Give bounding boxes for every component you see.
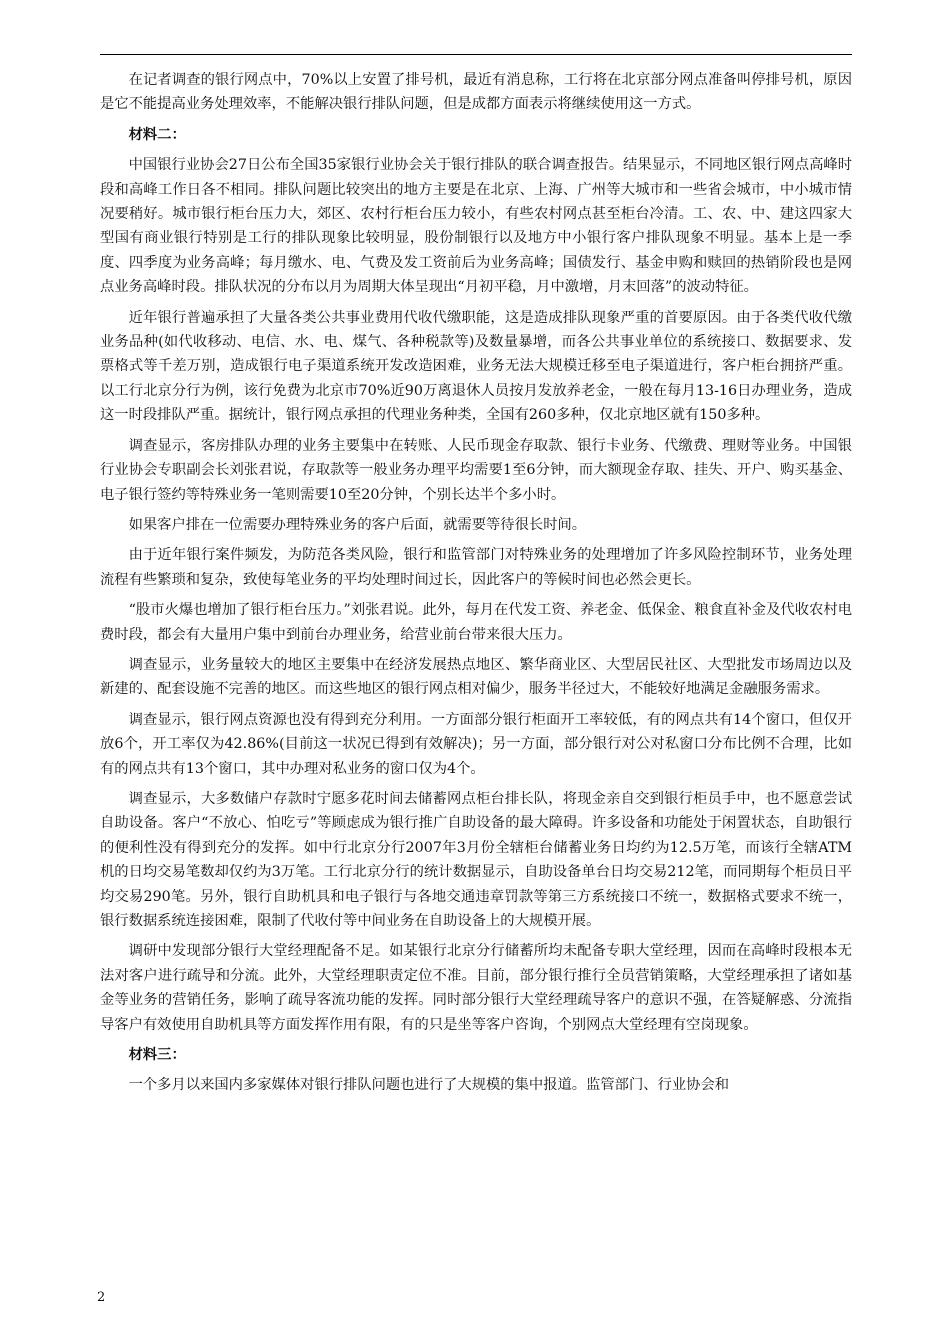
- paragraph: 调查显示，银行网点资源也没有得到充分利用。一方面部分银行柜面开工率较低，有的网点共有14个窗口，但仅开放6个，开工率仅为42.86%(目前这一状况已得到有效解决)；另一方面，部分银行对公对私窗口分布比例不合理，比如有的网点共有13个窗口，其中办理对私业务的窗口仅为4个。: [100, 711, 852, 777]
- document-body: [100, 68, 852, 1104]
- paragraph: 中国银行业协会27日公布全国35家银行业协会关于银行排队的联合调查报告。结果显示，不同地区银行网点高峰时段和高峰工作日各不相同。排队问题比较突出的地方主要是在北京、上海、广州等大城市和一些省会城市，中小城市情况要稍好。城市银行柜台压力大，郊区、农村行柜台压力较小，有些农村网点甚至柜台冷清。工、农、中、建这四家大型国有商业银行特别是工行的排队现象比较明显，股份制银行以及地方中小银行客户排队现象不明显。基本上是一季度、四季度为业务高峰；每月缴水、电、气费及发工资前后为业务高峰；国债发行、基金申购和赎回的热销阶段也是网点业务高峰时段。排队状况的分布以月为周期大体呈现出“月初平稳，月中激增，月末回落”的波动特征。: [100, 157, 852, 296]
- paragraph: 调查显示，大多数储户存款时宁愿多花时间去储蓄网点柜台排长队，将现金亲自交到银行柜员手中，也不愿意尝试自助设备。客户“不放心、怕吃亏”等顾虑成为银行推广自助设备的最大障碍。许多设备和功能处于闲置状态，自助银行的便利性没有得到充分的发挥。如中行北京分行2007年3月份全辖柜台储蓄业务日均约为12.5万笔，而该行全辖ATM机的日均交易笔数却仅约为3万笔。工行北京分行的统计数据显示，自助设备单台日均交易212笔，而同期每个柜员日平均交易290笔。另外，银行自助机具和电子银行与各地交通违章罚款等第三方系统接口不统一，数据格式要求不统一，银行数据系统连接困难，限制了代收付等中间业务在自助设备上的大规模开展。: [100, 790, 852, 929]
- paragraph: 近年银行普遍承担了大量各类公共事业费用代收代缴职能，这是造成排队现象严重的首要原因。由于各类代收代缴业务品种(如代收移动、电信、水、电、煤气、各种税款等)及数量暴增，而各公共事业单位的系统接口、数据要求、发票格式等千差万别，造成银行电子渠道系统开发改造困难，业务无法大规模迁移至电子渠道进行，客户柜台拥挤严重。以工行北京分行为例，该行免费为北京市70%近90万离退休人员按月发放养老金，一般在每月13-16日办理业务，造成这一时段排队严重。据统计，银行网点承担的代理业务种类，全国有260多种，仅北京地区就有150多种。: [100, 309, 852, 424]
- paragraph: 调查显示，客房排队办理的业务主要集中在转账、人民币现金存取款、银行卡业务、代缴费、理财等业务。中国银行业协会专职副会长刘张君说，存取款等一般业务办理平均需要1至6分钟，而大额现金存取、挂失、开户、购买基金、电子银行签约等特殊业务一笔则需要10至20分钟，个别长达半个多小时。: [100, 437, 852, 503]
- paragraph: 在记者调查的银行网点中，70%以上安置了排号机，最近有消息称，工行将在北京部分网点准备叫停排号机，原因是它不能提高业务处理效率，不能解决银行排队问题，但是成都方面表示将继续使用这一方式。: [100, 72, 852, 113]
- paragraph: 由于近年银行案件频发，为防范各类风险，银行和监管部门对特殊业务的处理增加了许多风险控制环节，业务处理流程有些繁琐和复杂，致使每笔业务的平均处理时间过长，因此客户的等候时间也必然会更长。: [100, 547, 852, 588]
- section-heading: 材料三：: [128, 1047, 186, 1064]
- paragraph: 调查显示，业务量较大的地区主要集中在经济发展热点地区、繁华商业区、大型居民社区、大型批发市场周边以及新建的、配套设施不完善的地区。而这些地区的银行网点相对偏少，服务半径过大，不能较好地满足金融服务需求。: [100, 656, 852, 698]
- paragraph: 调研中发现部分银行大堂经理配备不足。如某银行北京分行储蓄所均未配备专职大堂经理，因而在高峰时段根本无法对客户进行疏导和分流。此外，大堂经理职责定位不准。目前，部分银行推行全员营销策略，大堂经理承担了诸如基金等业务的营销任务，影响了疏导客流功能的发挥。同时部分银行大堂经理疏导客户的意识不强，在答疑解惑、分流指导客户有效使用自助机具等方面发挥作用有限，有的只是坐等客户咨询，个别网点大堂经理有空岗现象。: [100, 943, 852, 1033]
- page-number: 2: [97, 1290, 106, 1305]
- header-rule: [100, 54, 852, 55]
- section-heading: 材料二：: [128, 126, 186, 143]
- paragraph: “股市火爆也增加了银行柜台压力。”刘张君说。此外，每月在代发工资、养老金、低保金、粮食直补金及代收农村电费时段，都会有大量用户集中到前台办理业务，给营业前台带来很大压力。: [100, 602, 852, 643]
- paragraph: 如果客户排在一位需要办理特殊业务的客户后面，就需要等待很长时间。: [128, 516, 587, 533]
- paragraph: 一个多月以来国内多家媒体对银行排队问题也进行了大规模的集中报道。监管部门、行业协会和: [128, 1077, 730, 1094]
